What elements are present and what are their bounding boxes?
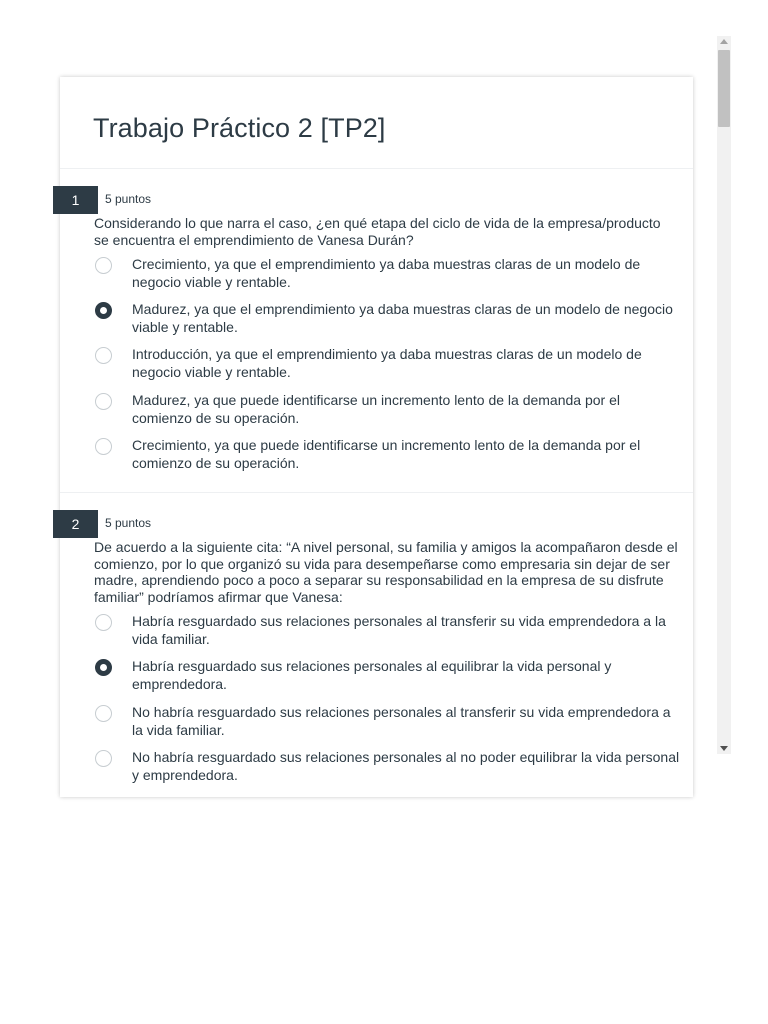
question-number-badge: 2 (53, 510, 98, 538)
answer-label: No habría resguardado sus relaciones personales al no poder equilibrar la vida personal y emprendedora. (132, 749, 680, 783)
quiz-title: Trabajo Práctico 2 [TP2] (93, 113, 386, 143)
radio-button-selected[interactable] (95, 302, 112, 319)
scrollbar-thumb[interactable] (718, 50, 730, 127)
question-points: 5 puntos (105, 192, 152, 206)
radio-button[interactable] (95, 438, 112, 455)
question-divider (60, 492, 693, 493)
question-number-badge: 1 (53, 186, 98, 214)
question-text: De acuerdo a la siguiente cita: “A nivel personal, su familia y amigos la acompañaron desde el comienzo, por lo que organizó su vida para desempeñarse como empresaria sin dejar de ser madre, aprendiendo poco a poco a separar su responsabilidad en la empresa de su disfrute familiar” podríamos afirmar que Vanesa: (94, 539, 678, 605)
scroll-up-arrow-icon[interactable] (720, 39, 728, 44)
answer-label: Habría resguardado sus relaciones personales al equilibrar la vida personal y emprendedora. (132, 658, 612, 692)
answer-option-2-4[interactable] (94, 750, 684, 790)
quiz-viewport (0, 36, 732, 783)
answer-option-2-2[interactable] (94, 659, 684, 699)
answer-label: Crecimiento, ya que puede identificarse un incremento lento de la demanda por el comienzo de su operación. (132, 437, 641, 471)
answer-option-1-3[interactable] (94, 347, 684, 387)
radio-button[interactable] (95, 393, 112, 410)
answer-label: Introducción, ya que el emprendimiento ya daba muestras claras de un modelo de negocio viable y rentable. (132, 346, 642, 380)
answer-option-2-1[interactable] (94, 614, 684, 654)
title-divider (60, 168, 693, 169)
radio-button[interactable] (95, 705, 112, 722)
answer-label: No habría resguardado sus relaciones personales al transferir su vida emprendedora a la vida familiar. (132, 704, 671, 738)
quiz-card (60, 77, 693, 797)
answer-label: Madurez, ya que puede identificarse un incremento lento de la demanda por el comienzo de su operación. (132, 392, 620, 426)
answer-label: Crecimiento, ya que el emprendimiento ya daba muestras claras de un modelo de negocio viable y rentable. (132, 256, 641, 290)
answer-option-1-4[interactable] (94, 393, 684, 433)
answer-label: Habría resguardado sus relaciones personales al transferir su vida emprendedora a la vida familiar. (132, 613, 666, 647)
question-text: Considerando lo que narra el caso, ¿en qué etapa del ciclo de vida de la empresa/producto se encuentra el emprendimiento de Vanesa Durán? (94, 215, 661, 248)
answer-option-1-5[interactable] (94, 438, 684, 478)
answer-label: Madurez, ya que el emprendimiento ya daba muestras claras de un modelo de negocio viable y rentable. (132, 301, 673, 335)
vertical-scrollbar[interactable] (717, 36, 731, 754)
radio-button[interactable] (95, 614, 112, 631)
answer-option-1-1[interactable] (94, 257, 684, 297)
radio-button[interactable] (95, 347, 112, 364)
radio-button[interactable] (95, 750, 112, 767)
question-points: 5 puntos (105, 516, 152, 530)
radio-button-selected[interactable] (95, 659, 112, 676)
scroll-down-arrow-icon[interactable] (720, 746, 728, 751)
answer-option-1-2[interactable] (94, 302, 684, 342)
answer-option-2-3[interactable] (94, 705, 684, 745)
radio-button[interactable] (95, 257, 112, 274)
